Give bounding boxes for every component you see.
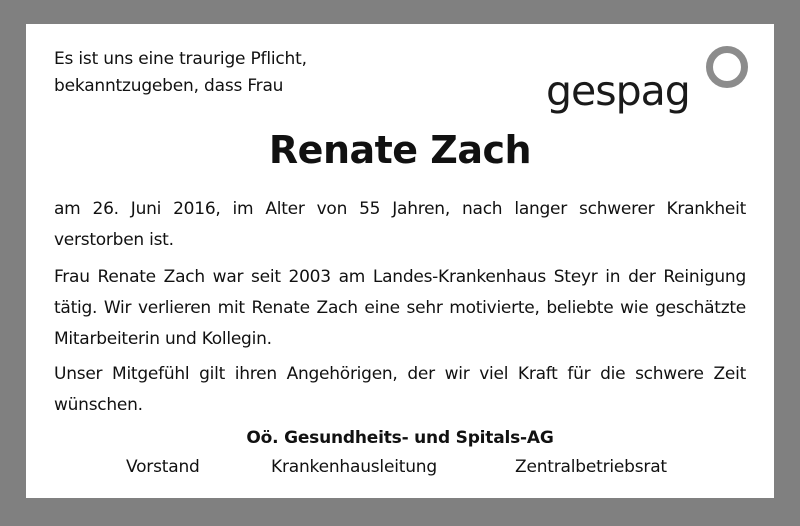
signer-works-council: Zentralbetriebsrat <box>515 457 667 477</box>
intro-line-2: bekanntzugeben, dass Frau <box>54 76 284 96</box>
deceased-name: Renate Zach <box>268 128 532 172</box>
paragraph-death-date: am 26. Juni 2016, im Alter von 55 Jahren, nach langer schwerer Krankheit verstorben ist. <box>54 199 746 250</box>
signers-row <box>26 453 774 481</box>
obituary-notice <box>26 24 774 498</box>
signer-hospital-management: Krankenhausleitung <box>271 457 437 477</box>
paragraph-employment: Frau Renate Zach war seit 2003 am Landes-Krankenhaus Steyr in der Reinigung tätig. Wir verlieren mit Renate Zach eine sehr motivierte, beliebte wie geschätzte Mitarbeiterin und Kollegin. <box>54 267 746 349</box>
signer-board: Vorstand <box>126 457 200 477</box>
gespag-logo <box>546 42 756 122</box>
organization-name: Oö. Gesundheits- und Spitals-AG <box>246 428 554 448</box>
intro-line-1: Es ist uns eine traurige Pflicht, <box>54 49 307 69</box>
paragraph-condolence: Unser Mitgefühl gilt ihren Angehörigen, der wir viel Kraft für die schwere Zeit wünschen. <box>54 364 746 415</box>
logo-wordmark: gespag <box>546 67 690 115</box>
ring-logo-icon <box>706 46 748 88</box>
intro-text <box>54 46 307 100</box>
